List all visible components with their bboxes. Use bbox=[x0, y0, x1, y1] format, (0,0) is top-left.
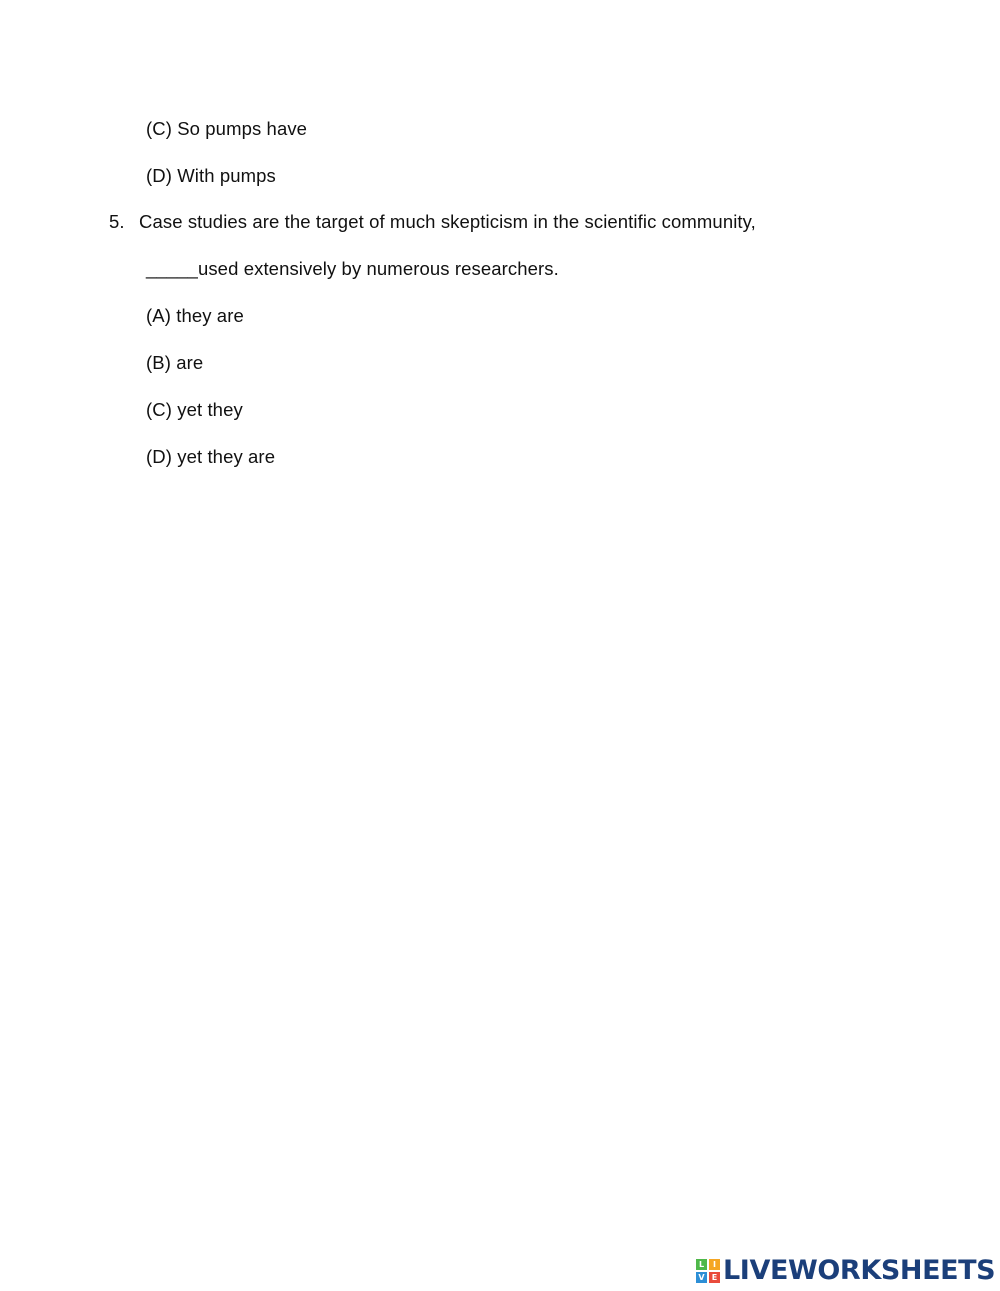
liveworksheets-logo bbox=[696, 1254, 995, 1288]
logo-letter-v: V bbox=[696, 1272, 707, 1283]
option-d[interactable]: (D) yet they are bbox=[146, 446, 276, 467]
option-prev-c[interactable]: (C) So pumps have bbox=[146, 118, 308, 139]
option-c[interactable]: (C) yet they bbox=[146, 399, 243, 420]
question-stem: Case studies are the target of much skepticism in the scientific community, bbox=[139, 211, 756, 232]
question-stem-continued: _____used extensively by numerous researchers. bbox=[146, 258, 559, 279]
logo-letter-i: I bbox=[709, 1259, 720, 1270]
logo-letter-l: L bbox=[696, 1259, 707, 1270]
logo-mark-icon bbox=[696, 1259, 720, 1283]
question-number: 5. bbox=[109, 211, 125, 232]
option-b[interactable]: (B) are bbox=[146, 352, 204, 373]
logo-letter-e: E bbox=[709, 1272, 720, 1283]
option-a[interactable]: (A) they are bbox=[146, 305, 244, 326]
logo-text: LIVEWORKSHEETS bbox=[723, 1255, 996, 1286]
option-prev-d[interactable]: (D) With pumps bbox=[146, 165, 276, 186]
